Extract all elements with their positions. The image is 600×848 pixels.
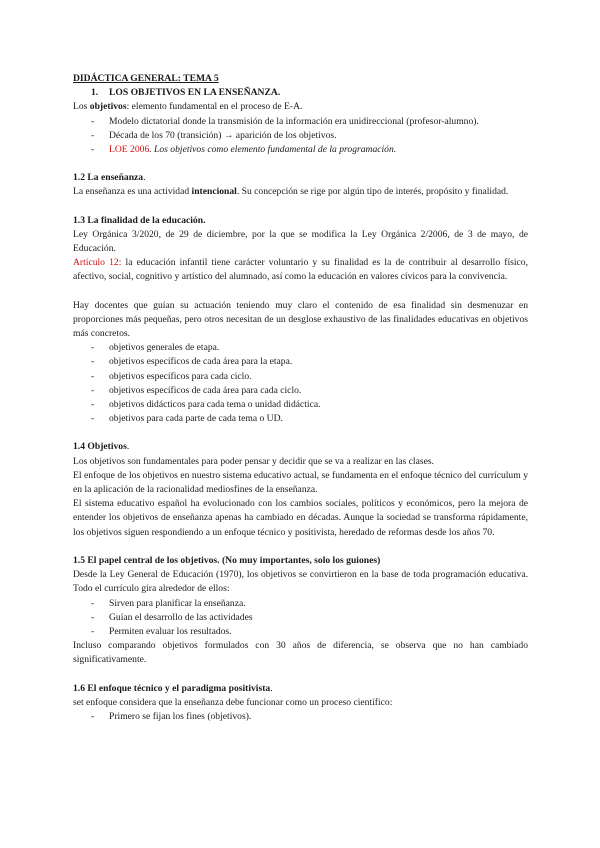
article-paragraph: [73, 256, 528, 284]
list-item: - Guían el desarrollo de las actividades: [73, 611, 528, 625]
s14-paragraph-2: El enfoque de los objetivos en nuestro sistema educativo actual, se fundamenta en el enfoque técnico del currículum y en la aplicación de la racionalidad mediosfines de la enseñanza.: [73, 469, 528, 496]
s12-pre: La enseñanza es una actividad: [73, 186, 192, 198]
heading-dot: .: [270, 682, 273, 694]
s15-paragraph-1: Desde la Ley General de Educación (1970), los objetivos se convirtieron en la base de toda programación educativa. Todo el currículo gira alrededor de ellos:: [73, 569, 528, 595]
section-1-3-title: 1.3 La finalidad de la educación.: [73, 214, 206, 226]
list-item: - Década de los 70 (transición) → aparición de los objetivos.: [73, 129, 528, 143]
section-1-number: 1.: [91, 87, 99, 99]
s15-list: [73, 597, 528, 640]
article-text: la educación infantil tiene carácter voluntario y su finalidad es la de contribuir al desarrollo físico, afectivo, social, cognitivo y artístico del alumnado, así como la educación en valores cívicos para la convivencia.: [73, 257, 528, 283]
article-label: Artículo 12:: [73, 257, 122, 269]
section-1-3-heading: [73, 214, 528, 228]
s15-paragraph-2: Incluso comparando objetivos formulados con 30 años de diferencia, se observa que no han cambiado significativamente.: [73, 640, 528, 666]
section-1-4-heading: [73, 440, 528, 454]
s12-keyword: intencional: [191, 186, 237, 198]
s16-list: [73, 710, 528, 724]
document-page: [73, 72, 528, 724]
teachers-paragraph: Hay docentes que guían su actuación teniendo muy claro el contenido de esa finalidad sin desmenuzar en proporciones más pequeñas, pero otros necesitan de un desglose exhaustivo de las finalidades educativas en objetivos más concretos.: [73, 299, 528, 340]
s16-paragraph-1: set enfoque considera que la enseñanza debe funcionar como un proceso científico:: [73, 696, 393, 708]
intro-paragraph: [73, 100, 528, 114]
document-title: DIDÁCTICA GENERAL: TEMA 5: [73, 73, 219, 84]
section-1-title: LOS OBJETIVOS EN LA ENSEÑANZA.: [109, 87, 281, 99]
section-1-5-title: 1.5 El papel central de los objetivos: [73, 554, 218, 566]
objectives-list: [73, 341, 528, 426]
list-item: - Permiten evaluar los resultados.: [73, 625, 528, 639]
s14-paragraph-3: El sistema educativo español ha evolucionado con los cambios sociales, políticos y económicos, pero la mejora de entender los objetivos de enseñanza apenas ha cambiado en décadas. Aunque la sociedad se transforma rápidamente, los objetivos siguen respondiendo a un enfoque técnico y positivista, heredado de reformas desde los años 70.: [73, 498, 528, 538]
list-item: - objetivos generales de etapa.: [73, 341, 528, 355]
list-item: - objetivos específicos para cada ciclo.: [73, 370, 528, 384]
section-1-6-heading: [73, 682, 528, 696]
list-item: - Sirven para planificar la enseñanza.: [73, 597, 528, 611]
list-item-loe: [73, 143, 528, 157]
s12-post: . Su concepción se rige por algún tipo de interés, propósito y finalidad.: [236, 186, 509, 198]
section-1-5-note: . (No muy importantes, solo los guiones): [217, 554, 381, 566]
list-item: - objetivos didácticos para cada tema o unidad didáctica.: [73, 398, 528, 412]
section-1-heading: [91, 86, 528, 100]
heading-dot: .: [126, 441, 130, 453]
s14-paragraph-1: Los objetivos son fundamentales para poder pensar y decidir que se va a realizar en las clases.: [73, 455, 434, 467]
section-1-2-heading: [73, 171, 528, 185]
loe-label: LOE 2006: [109, 144, 150, 156]
intro-list: [73, 115, 528, 158]
intro-keyword: objetivos: [89, 101, 127, 113]
section-1-2-title: 1.2 La enseñanza: [73, 172, 144, 184]
list-item: - objetivos específicos de cada área para la etapa.: [73, 355, 528, 369]
loe-text: . Los objetivos como elemento fundamental de la programación.: [149, 144, 397, 156]
section-1-5-heading: [73, 554, 528, 568]
intro-post: : elemento fundamental en el proceso de E-A.: [126, 101, 303, 113]
list-item: - Primero se fijan los fines (objetivos).: [73, 710, 528, 724]
section-1-4-title: 1.4 Objetivos: [73, 441, 127, 453]
list-item: - objetivos específicos de cada área para cada ciclo.: [73, 384, 528, 398]
section-1-6-title: 1.6 El enfoque técnico y el paradigma positivista: [73, 682, 271, 694]
heading-dot: .: [143, 172, 146, 184]
list-item: - Modelo dictatorial donde la transmisión de la información era unidireccional (profesor-alumno).: [73, 115, 528, 129]
list-item: - objetivos para cada parte de cada tema o UD.: [73, 412, 528, 426]
intro-pre: Los: [73, 101, 90, 113]
section-1-2-paragraph: [73, 185, 528, 199]
law-paragraph: Ley Orgánica 3/2020, de 29 de diciembre, por la que se modifica la Ley Orgánica 2/2006, de 3 de mayo, de Educación.: [73, 228, 528, 255]
